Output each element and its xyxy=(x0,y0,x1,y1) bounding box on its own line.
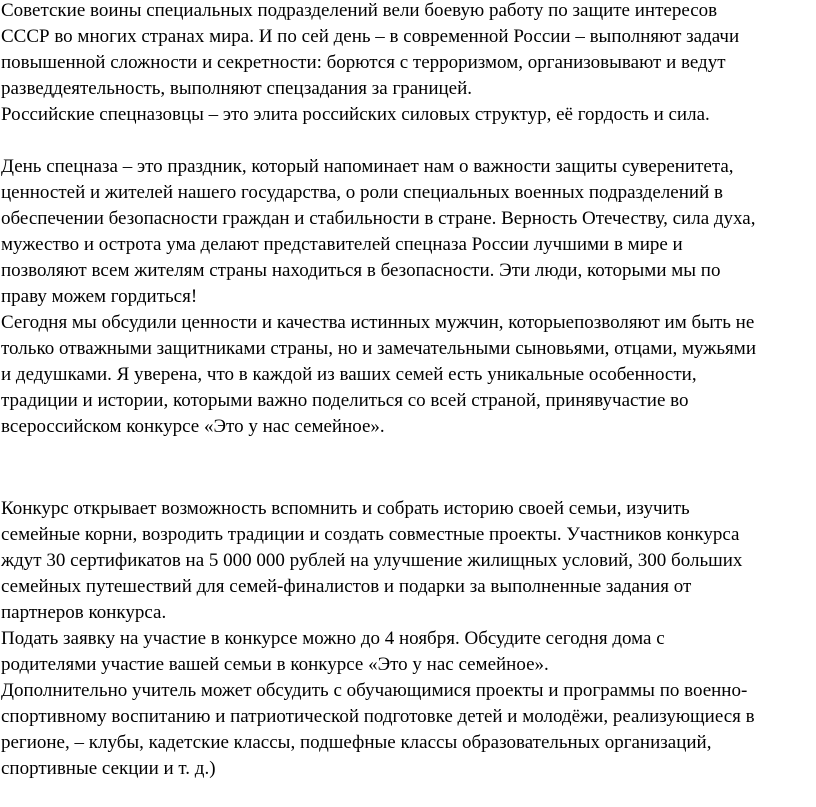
text-line: традиции и истории, которыми важно поделиться со всей страной, принявучастие во xyxy=(1,390,689,411)
text-line: СССР во многих странах мира. И по сей день – в современной России – выполняют задачи xyxy=(1,26,740,47)
text-line: повышенной сложности и секретности: борются с терроризмом, организовывают и ведут xyxy=(1,52,726,73)
text-line: семейные корни, возродить традиции и создать совместные проекты. Участников конкурса xyxy=(1,524,740,545)
text-line: и дедушками. Я уверена, что в каждой из ваших семей есть уникальные особенности, xyxy=(1,364,697,385)
text-line: спортивному воспитанию и патриотической подготовке детей и молодёжи, реализующиеся в xyxy=(1,706,755,727)
text-line: обеспечении безопасности граждан и стабильности в стране. Верность Отечеству, сила духа, xyxy=(1,208,756,229)
text-line: ценностей и жителей нашего государства, о роли специальных военных подразделений в xyxy=(1,182,723,203)
text-line: мужество и острота ума делают представителей спецназа России лучшими в мире и xyxy=(1,234,683,255)
text-line: День спецназа – это праздник, который напоминает нам о важности защиты суверенитета, xyxy=(1,156,734,177)
text-line: регионе, – клубы, кадетские классы, подшефные классы образовательных организаций, xyxy=(1,732,712,753)
text-line: разведдеятельность, выполняют спецзадания за границей. xyxy=(1,78,473,99)
text-line: родителями участие вашей семьи в конкурсе «Это у нас семейное». xyxy=(1,654,549,675)
text-line: Советские воины специальных подразделений вели боевую работу по защите интересов xyxy=(1,0,718,21)
text-line: Подать заявку на участие в конкурсе можно до 4 ноября. Обсудите сегодня дома с xyxy=(1,628,665,649)
text-line: Российские спецназовцы – это элита российских силовых структур, её гордость и сила. xyxy=(1,104,710,125)
text-line: всероссийском конкурсе «Это у нас семейное». xyxy=(1,416,385,437)
text-line: Сегодня мы обсудили ценности и качества истинных мужчин, которыепозволяют им быть не xyxy=(1,312,755,333)
text-line: семейных путешествий для семей-финалистов и подарки за выполненные задания от xyxy=(1,576,692,597)
text-line: спортивные секции и т. д.) xyxy=(1,758,216,779)
text-line: ждут 30 сертификатов на 5 000 000 рублей на улучшение жилищных условий, 300 больших xyxy=(1,550,743,571)
text-line: только отважными защитниками страны, но и замечательными сыновьями, отцами, мужьями xyxy=(1,338,756,359)
text-line: партнеров конкурса. xyxy=(1,602,167,623)
text-line: позволяют всем жителям страны находиться в безопасности. Эти люди, которыми мы по xyxy=(1,260,721,281)
text-line: праву можем гордиться! xyxy=(1,286,198,307)
text-line: Дополнительно учитель может обсудить с обучающимися проекты и программы по военно- xyxy=(1,680,748,701)
text-line: Конкурс открывает возможность вспомнить и собрать историю своей семьи, изучить xyxy=(1,498,690,519)
